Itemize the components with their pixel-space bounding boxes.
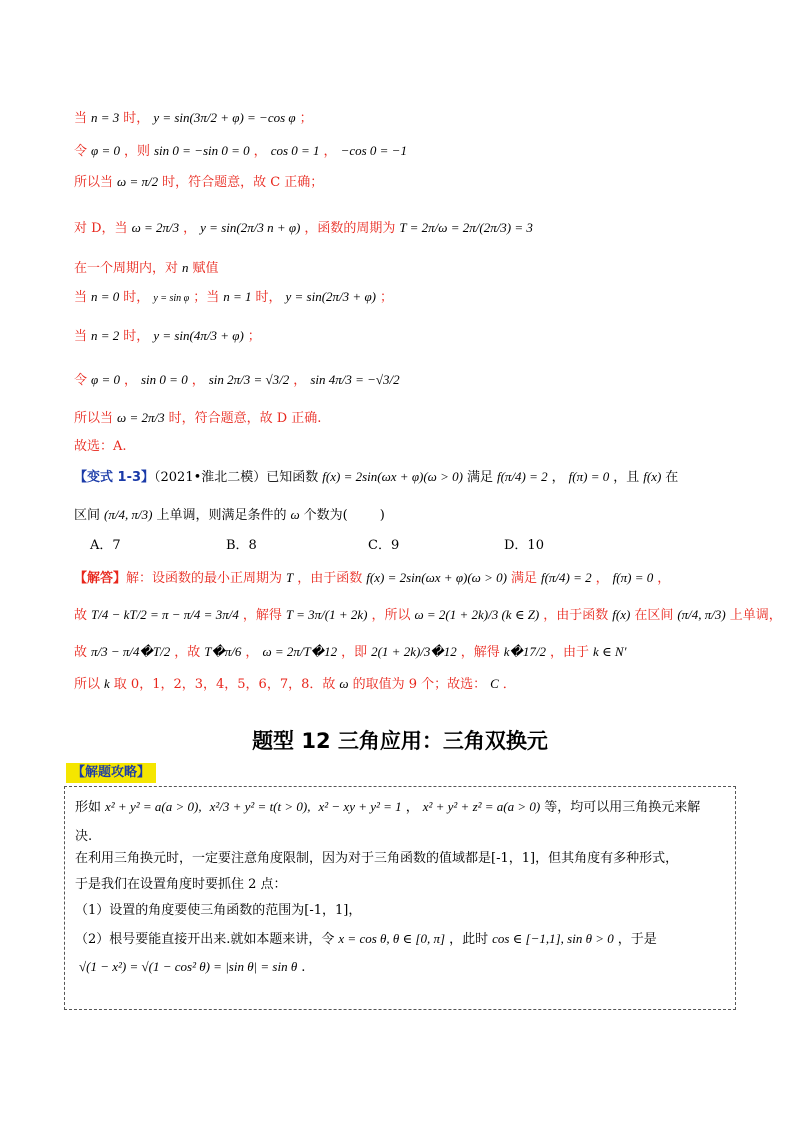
option-c: C．9 (368, 538, 400, 553)
variant-question-line2: 区间 (π/4, π/3) 上单调，则满足条件的 ω 个数为( ) (74, 507, 385, 523)
answer-line3: 故 π/3 − π/4�T/2 ，故 T�π/6 ， ω = 2π/T�12 ，即 2(1 + 2k)/3�12 ，解得 k�17/2 ，由于 k ∈ N' (74, 644, 627, 660)
strategy-line5: （2）根号要能直接开出来.就如本题来讲，令 x = cos θ, θ ∈ [0, π] ，此时 cos ∈ [−1,1], sin θ > 0 ，于是 (75, 931, 657, 947)
answer-tag: 【解答】 (74, 571, 127, 586)
strategy-line3: 于是我们在设置角度时要抓住 2 点： (75, 877, 287, 892)
strategy-line1: 形如 x² + y² = a(a > 0), x²/3 + y² = t(t > 0), x² − xy + y² = 1 ， x² + y² + z² = a(a > 0) 等，均可以用三角换元来解 (75, 799, 701, 815)
strategy-line1b: 决. (75, 829, 93, 844)
solution-final-choice: 故选：A. (74, 439, 127, 454)
variant-tag: 【变式 1-3】 (74, 470, 155, 485)
option-a: A．7 (90, 538, 121, 553)
solution-line-conclusion-d: 所以当 ω = 2π/3 时，符合题意，故 D 正确. (74, 410, 322, 426)
answer-line4: 所以 k 取 0，1，2，3，4，5，6，7，8．故 ω 的取值为 9 个；故选： C ． (74, 676, 516, 692)
strategy-line6: √(1 − x²) = √(1 − cos² θ) = |sin θ| = sin θ . (79, 959, 306, 975)
solution-line-option-d: 对 D，当 ω = 2π/3 ， y = sin(2π/3 n + φ) ，函数的周期为 T = 2π/ω = 2π/(2π/3) = 3 (74, 220, 533, 236)
option-b: B．8 (226, 538, 257, 553)
math-y-n3: y = sin(3π/2 + φ) = −cos φ (153, 110, 296, 125)
option-d: D．10 (504, 538, 544, 553)
section-title: 题型 12 三角应用：三角双换元 (252, 729, 548, 753)
math-n3: n = 3 (91, 110, 120, 125)
solution-line-n3: 当 n = 3 时， y = sin(3π/2 + φ) = −cos φ ； (74, 110, 313, 126)
strategy-tag: 【解题攻略】 (66, 763, 156, 783)
strategy-line2: 在利用三角换元时，一定要注意角度限制，因为对于三角函数的值域都是[-1，1]，但其角度有多种形式， (75, 851, 679, 866)
solution-line-phi0: 令 φ = 0 ，则 sin 0 = −sin 0 = 0 ， cos 0 = 1 ， −cos 0 = −1 (74, 143, 407, 159)
strategy-line4: （1）设置的角度要使三角函数的范围为[-1，1]， (75, 903, 362, 918)
variant-question-line1: 【变式 1-3】（2021•淮北二模）已知函数 f(x) = 2sin(ωx + φ)(ω > 0) 满足 f(π/4) = 2 ， f(π) = 0 ，且 f(x) 在 (74, 469, 679, 485)
solution-line-period: 在一个周期内，对 n 赋值 (74, 260, 219, 276)
answer-options (90, 534, 650, 554)
solution-line-n0-n1: 当 n = 0 时， y = sin φ ；当 n = 1 时， y = sin(2π/3 + φ) ； (74, 289, 393, 305)
solution-line-values: 令 φ = 0 ， sin 0 = 0 ， sin 2π/3 = √3/2 ， sin 4π/3 = −√3/2 (74, 372, 400, 388)
answer-line2: 故 T/4 − kT/2 = π − π/4 = 3π/4 ，解得 T = 3π/(1 + 2k) ，所以 ω = 2(1 + 2k)/3 (k ∈ Z) ，由于函数 f(x) 在区间 (π/4, π/3) 上单调， (74, 607, 782, 623)
solution-line-n2: 当 n = 2 时， y = sin(4π/3 + φ) ； (74, 328, 261, 344)
solution-line-conclusion-c: 所以当 ω = π/2 时，符合题意，故 C 正确； (74, 174, 324, 190)
strategy-box (64, 786, 736, 1010)
answer-line1: 【解答】解：设函数的最小正周期为 T ，由于函数 f(x) = 2sin(ωx + φ)(ω > 0) 满足 f(π/4) = 2 ， f(π) = 0 ， (74, 570, 671, 586)
